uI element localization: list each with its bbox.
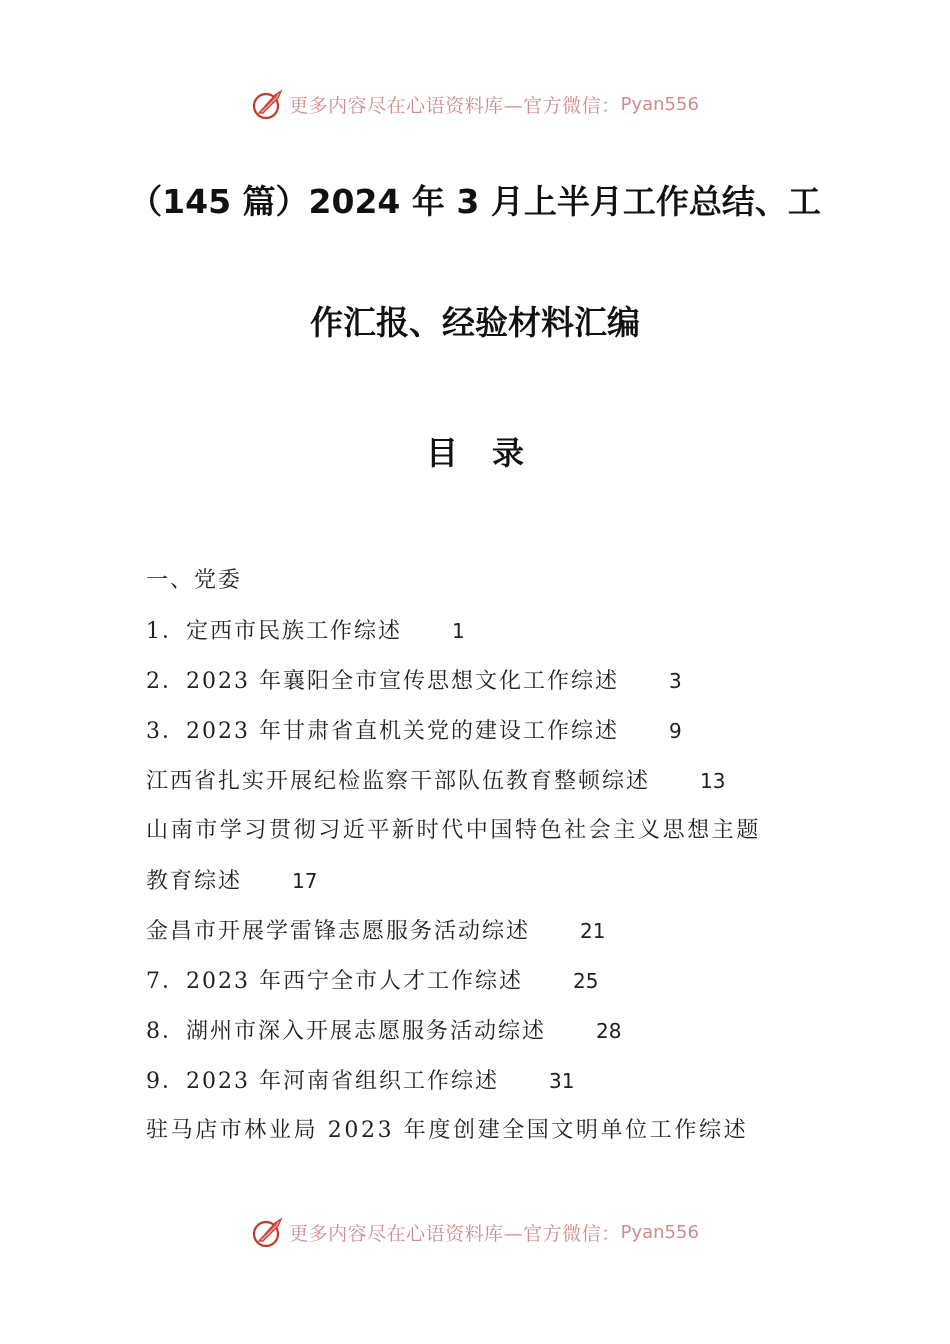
toc-entry-page: 17 — [292, 869, 318, 893]
toc-entry[interactable] — [146, 613, 806, 663]
watermark-text: 更多内容尽在心语资料库—官方微信： — [289, 1222, 621, 1245]
toc-heading: 目录 — [425, 434, 558, 472]
toc-entry-text: 9．2023 年河南省组织工作综述 — [146, 1069, 499, 1094]
toc-entry-text: 7．2023 年西宁全市人才工作综述 — [146, 969, 523, 994]
watermark-wechat-id: Pyan556 — [620, 93, 699, 115]
footer-watermark — [0, 1212, 950, 1252]
header-watermark — [0, 84, 950, 124]
toc-entry-page: 1 — [452, 619, 465, 643]
toc-entry[interactable] — [146, 1013, 806, 1063]
toc-entry[interactable] — [146, 963, 806, 1013]
toc-entry-text: 8．湖州市深入开展志愿服务活动综述 — [146, 1019, 546, 1044]
toc-entry-text: 驻马店市林业局 2023 年度创建全国文明单位工作综述 — [146, 1118, 749, 1143]
toc-entry-page: 3 — [668, 669, 682, 693]
toc-entry-text: 一、党委 — [146, 568, 243, 593]
toc-entry[interactable] — [146, 763, 806, 813]
toc-entry-text: 3．2023 年甘肃省直机关党的建设工作综述 — [146, 719, 619, 744]
toc-entry[interactable] — [146, 1113, 806, 1163]
toc-entry-text: 江西省扎实开展纪检监察干部队伍教育整顿综述 — [146, 769, 651, 794]
toc-entry[interactable] — [146, 1063, 806, 1113]
document-title-line-2: 作汇报、经验材料汇编 — [310, 303, 640, 342]
table-of-contents — [146, 563, 806, 1163]
toc-entry[interactable] — [146, 863, 806, 913]
toc-entry-page: 31 — [548, 1069, 575, 1093]
toc-entry[interactable] — [146, 663, 806, 713]
toc-entry-page: 9 — [668, 719, 682, 743]
toc-entry[interactable] — [146, 813, 806, 863]
toc-entry[interactable] — [146, 713, 806, 763]
toc-entry-page: 21 — [580, 919, 606, 943]
toc-entry-text: 山南市学习贯彻习近平新时代中国特色社会主义思想主题 — [146, 818, 762, 843]
toc-entry-text: 2．2023 年襄阳全市宣传思想文化工作综述 — [146, 669, 619, 694]
quill-logo-icon — [251, 1215, 285, 1249]
document-title-line-1: （145 篇）2024 年 3 月上半月工作总结、工 — [129, 182, 821, 221]
toc-entry-page: 28 — [596, 1019, 622, 1043]
toc-entry[interactable] — [146, 563, 806, 613]
watermark-wechat-id: Pyan556 — [620, 1221, 699, 1243]
toc-entry-page: 13 — [700, 769, 726, 793]
toc-entry-text: 教育综述 — [146, 869, 243, 894]
toc-entry[interactable] — [146, 913, 806, 963]
quill-logo-icon — [251, 87, 285, 121]
toc-entry-text: 金昌市开展学雷锋志愿服务活动综述 — [146, 919, 531, 944]
toc-entry-text: 1．定西市民族工作综述 — [146, 619, 402, 644]
toc-entry-page: 25 — [572, 969, 599, 993]
watermark-text: 更多内容尽在心语资料库—官方微信： — [289, 94, 621, 117]
